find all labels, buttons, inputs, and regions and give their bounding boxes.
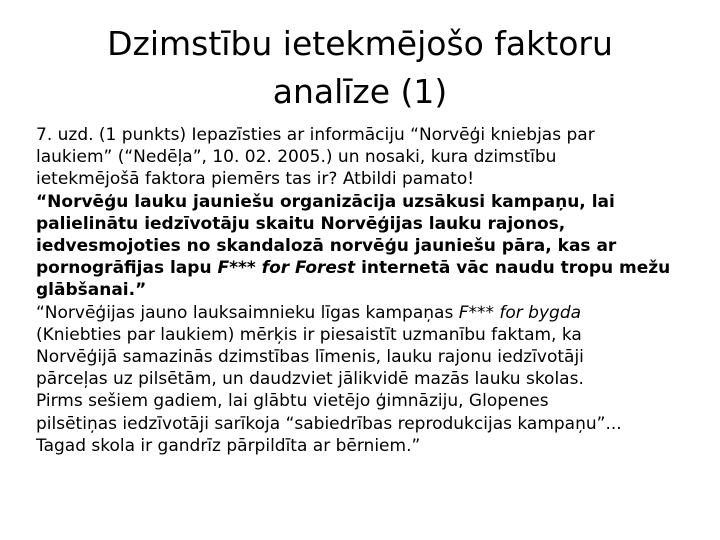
quote-2-line-1-start: “Norvēģijas jauno lauksaimnieku līgas kampaņas bbox=[36, 302, 459, 323]
campaign-name: F*** for bygda bbox=[458, 302, 582, 323]
slide-title-line-1: Dzimstību ietekmējošo faktoru bbox=[107, 24, 613, 63]
quote-1-paragraph bbox=[36, 191, 698, 302]
quote-1-line-5: glābšanai.” bbox=[36, 280, 147, 301]
quote-2-line-5: Pirms sešiem gadiem, lai glābtu vietējo ģimnāziju, Glopenes bbox=[36, 391, 549, 412]
quote-1-line-4-end: internetā vāc naudu tropu mežu bbox=[355, 258, 671, 279]
quote-2-line-1 bbox=[36, 302, 698, 324]
task-paragraph bbox=[36, 124, 698, 191]
quote-1-line-3: iedvesmojoties no skandalozā norvēģu jauniešu pāra, kas ar bbox=[36, 236, 617, 257]
quote-1-line-4 bbox=[36, 257, 698, 279]
slide-title bbox=[40, 20, 680, 116]
quote-2-paragraph bbox=[36, 302, 698, 457]
task-line-3: ietekmējošā faktora piemērs tas ir? Atbildi pamato! bbox=[36, 169, 475, 190]
quote-2-line-4: pārceļas uz pilsētām, un daudzviet jālikvidē mazās lauku skolas. bbox=[36, 369, 584, 390]
quote-2-line-3: Norvēģijā samazinās dzimstības līmenis, lauku rajonu iedzīvotāji bbox=[36, 347, 584, 368]
slide-title-line-2: analīze (1) bbox=[272, 72, 448, 111]
task-line-2: laukiem” (“Nedēļa”, 10. 02. 2005.) un nosaki, kura dzimstību bbox=[36, 147, 557, 168]
quote-2-line-7: Tagad skola ir gandrīz pārpildīta ar bērniem.” bbox=[36, 435, 421, 456]
quote-2-line-6: pilsētiņas iedzīvotāji sarīkoja “sabiedrības reprodukcijas kampaņu”... bbox=[36, 413, 622, 434]
quote-1-line-1: “Norvēģu lauku jauniešu organizācija uzsākusi kampaņu, lai bbox=[36, 191, 615, 212]
quote-2-line-2: (Kniebties par laukiem) mērķis ir piesaistīt uzmanību faktam, ka bbox=[36, 324, 582, 345]
task-line-1: 7. uzd. (1 punkts) Iepazīsties ar informāciju “Norvēģi kniebjas par bbox=[36, 125, 595, 145]
website-name: F*** for Forest bbox=[217, 258, 356, 279]
quote-1-line-2: palielinātu iedzīvotāju skaitu Norvēģijas lauku rajonos, bbox=[36, 213, 566, 234]
slide-body bbox=[36, 124, 698, 457]
quote-1-line-4-start: pornogrāfijas lapu bbox=[36, 258, 218, 279]
